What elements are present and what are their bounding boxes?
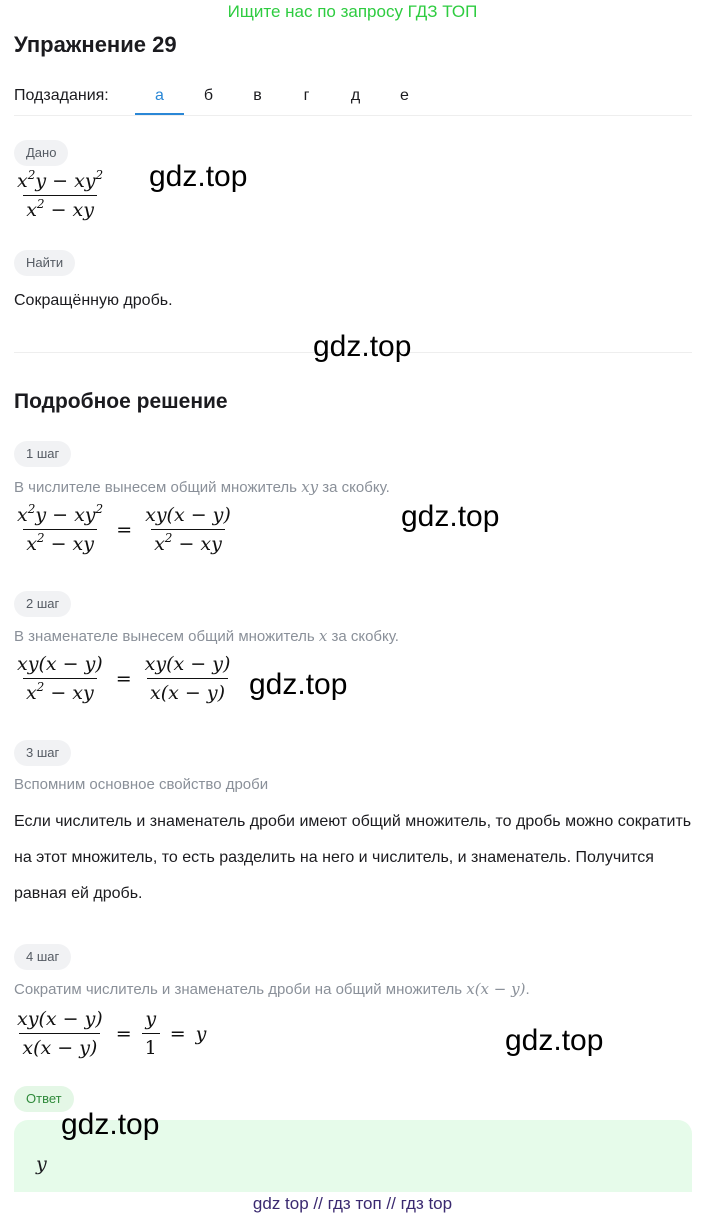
step-3-text: Вспомним основное свойство дроби — [14, 776, 269, 793]
answer-value: y — [36, 1153, 47, 1175]
subtask-tab-e[interactable]: е — [400, 87, 409, 104]
subtask-tab-b[interactable]: б — [203, 87, 214, 104]
subtask-tab-v[interactable]: в — [253, 87, 262, 104]
given-chip: Дано — [14, 140, 68, 166]
step-1-text: В числителе вынесем общий множитель xy за скобку. — [14, 478, 390, 496]
step-1-equation: $\frac{x^2y - xy^2}{x^2 - xy}$ = $\frac{xy(x - y)}{x^2 - xy}$ — [17, 502, 231, 555]
page-title: Упражнение 29 — [14, 32, 177, 57]
subtask-tab-g[interactable]: г — [303, 87, 310, 104]
step-1-chip: 1 шаг — [14, 441, 71, 467]
watermark: gdz.top — [249, 668, 348, 701]
subtask-tab-d[interactable]: д — [350, 87, 361, 104]
find-chip: Найти — [14, 250, 75, 276]
subtasks-label: Подзадания: — [14, 87, 109, 104]
watermark: gdz.top — [313, 330, 412, 363]
step-4-equation: $\frac{xy(x - y)}{x(x - y)}$ = $\frac{y}{1}$ = y — [17, 1008, 207, 1059]
watermark: gdz.top — [149, 160, 248, 193]
step-3-chip: 3 шаг — [14, 740, 71, 766]
tabs-divider — [14, 115, 692, 116]
watermark: gdz.top — [505, 1024, 604, 1057]
step-2-text: В знаменателе вынесем общий множитель x за скобку. — [14, 627, 399, 645]
given-expression: $\frac{x^2y - xy^2}{x^2 - xy}$ — [17, 168, 104, 221]
answer-chip: Ответ — [14, 1086, 74, 1112]
subtask-tab-a[interactable]: а — [135, 80, 184, 116]
step-2-chip: 2 шаг — [14, 591, 71, 617]
promo-banner[interactable]: Ищите нас по запросу ГДЗ ТОП — [227, 2, 478, 21]
footer-links[interactable]: gdz top // гдз топ // гдз top — [252, 1194, 453, 1213]
watermark: gdz.top — [401, 500, 500, 533]
step-4-text: Сократим числитель и знаменатель дроби на общий множитель x(x − y). — [14, 980, 530, 998]
step-2-equation: $\frac{xy(x - y)}{x^2 - xy}$ = $\frac{xy(x - y)}{x(x - y)}$ — [17, 653, 231, 704]
step-3-paragraph: Если числитель и знаменатель дроби имеют общий множитель, то дробь можно сократить на этот множитель, то есть разделить на него и числитель, и знаменатель. Получится равная ей дробь. — [14, 813, 692, 902]
solution-title: Подробное решение — [14, 390, 228, 413]
watermark: gdz.top — [61, 1108, 160, 1141]
find-text: Сокращённую дробь. — [14, 292, 173, 309]
step-4-chip: 4 шаг — [14, 944, 71, 970]
subtasks-tabs — [135, 80, 429, 116]
